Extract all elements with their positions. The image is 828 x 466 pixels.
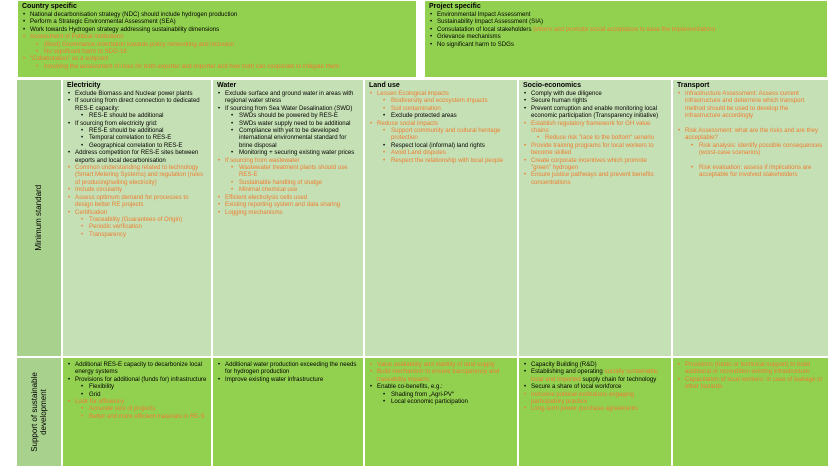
list-item: [67, 120, 207, 127]
list-item: [67, 398, 207, 405]
list-item: [677, 157, 824, 164]
support-transport-list: [677, 361, 824, 391]
list-item: [67, 127, 207, 134]
list-item-text: Capacitation of local workers: in case of leakage or other hazards: [685, 375, 823, 391]
list-item: [369, 97, 513, 104]
list-item: [429, 11, 823, 18]
list-item-text: SWDs water supply need to be additional: [239, 119, 351, 127]
list-item: [67, 194, 207, 209]
list-item-text: Secure human rights: [531, 97, 588, 105]
list-item: [217, 105, 359, 112]
country-specific-title: Country specific: [22, 3, 77, 10]
list-item-text: Accurate size of projects: [89, 405, 156, 413]
minimum-land-use-cell: [365, 80, 517, 356]
list-item-text: Soil contamination: [391, 104, 441, 112]
list-item-text: No significant harm to SDG-16: [44, 48, 127, 56]
list-item-text: Risk analysis: identify possible consequences (worst-case scenarios): [699, 141, 823, 157]
list-item: [67, 149, 207, 164]
list-item-text: Respect the relationship with local people: [391, 156, 504, 164]
support-land-use-cell: [365, 358, 517, 466]
list-item-text: If sourcing from Sea Water Desalination (SWD): [225, 104, 353, 112]
list-item: [369, 398, 513, 405]
list-item-text: Long-term power purchase agreements: [531, 405, 638, 413]
list-item: [369, 383, 513, 390]
list-item-text: Common understanding related to technology (Smart Metering Systems) and regulation (rules of producing/selling electricity): [75, 164, 204, 186]
list-item-text: Shading from „Agri-PV“: [391, 390, 454, 398]
list-item: [523, 90, 667, 97]
list-item: [429, 33, 823, 40]
electricity-title: Electricity: [67, 82, 101, 89]
list-item-text: Support community and cultural heritage protection: [391, 127, 501, 142]
list-item-text: Exclude protected areas: [391, 112, 457, 120]
list-item: [67, 383, 207, 390]
list-item: [217, 120, 359, 127]
country-specific-list: [22, 11, 412, 70]
list-item-text: Existing reporting system and data sharing: [225, 201, 341, 209]
list-item-text: Build mechanism to ensure transparency and traceability impacts: [377, 368, 500, 383]
list-item: [217, 157, 359, 164]
list-item: [67, 405, 207, 412]
list-item: [217, 127, 359, 149]
list-item-text: Local economic participation: [391, 398, 468, 406]
list-item: [677, 142, 824, 157]
list-item: [369, 90, 513, 97]
list-item: [67, 361, 207, 376]
project-specific-box: [424, 0, 828, 78]
minimum-water-cell: [213, 80, 363, 356]
list-item-text: Additional RES-E capacity to decarbonize local energy systems: [75, 361, 203, 376]
list-item-text: Respect local (informal) land rights: [391, 141, 485, 149]
project-specific-list: [429, 11, 823, 48]
list-item: [369, 127, 513, 142]
list-item: [22, 55, 412, 62]
list-item: [523, 405, 667, 412]
list-item: [369, 391, 513, 398]
list-item-text: (inform and promote social acceptance to ease the implementation): [533, 25, 716, 33]
list-item: [369, 368, 513, 383]
list-item: [217, 361, 359, 376]
list-item: [523, 157, 667, 172]
list-item: [677, 361, 824, 376]
list-item: [217, 376, 359, 383]
list-item-text: Assessment of Political institutions: [30, 33, 124, 41]
list-item: [217, 112, 359, 119]
list-item: [217, 149, 359, 156]
list-item: [677, 164, 824, 179]
transport-list: [677, 90, 824, 179]
list-item-text: Certification: [75, 208, 108, 216]
list-item-text: Create corporate incentives which promote "green" hydrogen: [531, 156, 647, 172]
list-item-text: Environmental Impact Assessment: [437, 11, 531, 18]
list-item-text: Reduce risk "race to the bottom" senerio: [545, 134, 654, 142]
list-item: [22, 48, 412, 55]
row-label-support-text: [30, 372, 48, 452]
list-item-text: Improve existing water infrastructure: [225, 375, 324, 383]
list-item-text: Sustainable handling of sludge: [239, 178, 323, 186]
row-label-support-line-1: Support of sustainable: [30, 372, 40, 452]
list-item: [217, 179, 359, 186]
list-item: [369, 142, 513, 149]
list-item-text: Comply with due diligence: [531, 90, 602, 97]
minimum-electricity-cell: [63, 80, 211, 356]
list-item: [67, 391, 207, 398]
list-item: [369, 105, 513, 112]
list-item: [67, 186, 207, 193]
list-item-text: No significant harm to SDGs: [437, 40, 514, 48]
list-item: [22, 26, 412, 33]
list-item-text: Transparency: [89, 230, 127, 238]
list-item-text: Sustainability Impact Assessment (SIA): [437, 18, 544, 26]
list-item: [67, 90, 207, 97]
support-electricity-cell: [63, 358, 211, 466]
list-item: [523, 142, 667, 157]
list-item-text: Traceability (Guarantees of Origin): [89, 215, 183, 223]
list-item: [22, 41, 412, 48]
list-item: [22, 11, 412, 18]
list-item: [523, 368, 667, 383]
list-item-text: Assess optimum demand for processes to design better RE projects: [75, 193, 189, 209]
list-item-text: Provisions (funds or technical support) to build additional or recondition existing infrastructure: [685, 361, 810, 376]
support-transport-cell: [673, 358, 828, 466]
list-item: [369, 157, 513, 164]
list-item-text: Involving the assessment of risks for both exporter and importer and how both can cooperate to mitigate them: [44, 62, 340, 70]
list-item-text: Flexibility: [89, 383, 115, 391]
list-item: [22, 63, 412, 70]
list-item-text: Grid: [89, 390, 101, 398]
list-item-text: Include circularity: [75, 186, 123, 194]
list-item: [67, 223, 207, 230]
list-item-text: "Collaboration" as a subpoint: [30, 55, 109, 63]
country-specific-box: [17, 0, 417, 78]
list-item-text: RES-E should be additional: [89, 112, 164, 120]
list-item: [67, 97, 207, 112]
list-item-text: If sourcing from electricity grid:: [75, 119, 158, 127]
list-item: [523, 105, 667, 120]
list-item: [677, 90, 824, 120]
list-item: [677, 120, 824, 127]
transport-title: Transport: [677, 82, 710, 89]
list-item-text: National decarbonisation strategy (NDC) should include hydrogen production: [30, 11, 238, 18]
socio-economics-title: Socio-economics: [523, 82, 581, 89]
list-item-text: Risk Assessment: what are the risks and are they acceptable?: [685, 127, 819, 142]
list-item-text: Logging mechanisms: [225, 208, 283, 216]
list-item: [523, 383, 667, 390]
list-item: [22, 18, 412, 25]
list-item: [67, 164, 207, 186]
list-item-text: Lessen Ecological impacts: [377, 90, 449, 97]
list-item-text: Exclude Biomass and Nuclear power plants: [75, 90, 193, 97]
list-item-text: Value availability and viability of land supply: [377, 361, 495, 368]
list-item-text: Establishing and operating: [531, 368, 605, 376]
list-item: [523, 134, 667, 141]
list-item-text: Look for efficiency: [75, 398, 125, 406]
list-item-text: Additional water production exceeding the needs for hydrogen production: [225, 361, 357, 376]
list-item: [67, 376, 207, 383]
row-label-minimum-text: Minimum standard: [34, 185, 44, 251]
list-item-text: Risk evaluation: assess if implications are acceptable for involved stakeholders: [699, 164, 812, 179]
list-item-text: Work towards Hydrogen strategy addressing sustainability dimensions: [30, 25, 220, 33]
list-item-text: Address competition for RES-E sites between exports and local decarbonisation: [75, 149, 199, 164]
list-item: [67, 231, 207, 238]
support-water-list: [217, 361, 359, 383]
list-item-text: Capacity Building (R&D): [531, 361, 597, 368]
row-label-minimum-standard: [17, 80, 61, 356]
list-item-text: Exclude surface and ground water in areas with regional water stress: [225, 90, 354, 105]
list-item-text: SWDs should be powered by RES-E: [239, 112, 338, 120]
list-item-text: Wastewater treatment plants should use RES-E: [239, 164, 348, 179]
list-item-text: Grievance mechanisms: [437, 33, 501, 41]
list-item: [67, 216, 207, 223]
project-specific-title: Project specific: [429, 3, 481, 10]
list-item-text: Avoid Land disputes: [391, 149, 446, 157]
list-item: [429, 18, 823, 25]
list-item: [67, 209, 207, 216]
list-item: [217, 164, 359, 179]
list-item-text: Reduce social impacts: [377, 119, 438, 127]
water-list: [217, 90, 359, 216]
electricity-list: [67, 90, 207, 238]
list-item-text: socially sustainable, local and imported: [531, 368, 659, 383]
list-item-text: (Best) Governance orientation towards policy networking and inclusion: [44, 40, 235, 48]
water-title: Water: [217, 82, 237, 89]
list-item-text: Periodic verification: [89, 223, 142, 231]
land-use-title: Land use: [369, 82, 400, 89]
list-item: [369, 361, 513, 368]
row-label-support: [17, 358, 61, 466]
list-item-text: Efficient electrolysis cells used: [225, 193, 308, 201]
support-socio-economics-list: [523, 361, 667, 413]
land-use-list: [369, 90, 513, 164]
list-item: [429, 26, 823, 33]
list-item-text: Ensure justice pathways and prevent benefits concentrations: [531, 171, 654, 186]
list-item: [523, 391, 667, 406]
support-socio-economics-cell: [519, 358, 671, 466]
list-item: [369, 149, 513, 156]
list-item: [523, 171, 667, 186]
list-item-text: Compliance with yet to be developed international environmental standard for brine disposal: [239, 127, 347, 149]
list-item-text: Monitoring + securing existing water prices: [239, 149, 355, 157]
socio-economics-list: [523, 90, 667, 186]
list-item: [523, 120, 667, 135]
list-item: [677, 127, 824, 142]
list-item-text: Establish regulatory framework for GH value chains: [531, 119, 651, 135]
list-item-text: If sourcing from direct connection to dedicated RES-E capacity:: [75, 97, 200, 112]
list-item-text: Geographical correlation to RES-E: [89, 141, 183, 149]
list-item: [429, 41, 823, 48]
list-item-text: Prevent corruption and enable monitoring local economic participation (Transparency initiative): [531, 104, 659, 120]
list-item-text: Perform a Strategic Environmental Assessment (SEA): [30, 18, 176, 26]
list-item-text: supply chain for technology: [582, 375, 657, 383]
list-item-text: Minimal chemical use: [239, 186, 298, 194]
list-item: [677, 376, 824, 391]
list-item: [217, 201, 359, 208]
minimum-transport-cell: [673, 80, 828, 356]
list-item: [217, 194, 359, 201]
support-land-use-list: [369, 361, 513, 405]
list-item-text: Consulatation of local stakeholders: [437, 25, 534, 33]
list-item: [217, 90, 359, 105]
list-item-text: Secure a share of local workforce: [531, 383, 622, 391]
list-item-text: Infrastructure Assessment: Assess current infrastructure and determine which transport method should be used to develop the infrastructure accordingly: [685, 90, 805, 120]
minimum-socio-economics-cell: [519, 80, 671, 356]
list-item-text: Inclusive political institutions engaging participatory practice: [531, 390, 634, 406]
list-item-text: Enable co-benefits, e.g.:: [377, 383, 443, 391]
list-item: [67, 112, 207, 119]
support-electricity-list: [67, 361, 207, 420]
row-label-support-line-2: development: [39, 389, 49, 435]
list-item: [217, 209, 359, 216]
list-item: [67, 413, 207, 420]
support-water-cell: [213, 358, 363, 466]
list-item: [369, 120, 513, 127]
list-item: [67, 134, 207, 141]
list-item: [67, 142, 207, 149]
list-item: [369, 112, 513, 119]
list-item: [523, 97, 667, 104]
list-item-text: Provisions for additional (funds for) infrastructure: [75, 375, 207, 383]
list-item-text: Temporal correlation to RES-E: [89, 134, 172, 142]
list-item-text: Better and more efficient materials in RE-S: [89, 412, 205, 420]
list-item-text: Biodiversity and ecosystem impacts: [391, 97, 488, 105]
list-item: [523, 361, 667, 368]
list-item-text: Provide training programs for local workers to become skilled: [531, 141, 654, 157]
list-item-text: If sourcing from wastewater: [225, 156, 300, 164]
list-item: [22, 33, 412, 40]
list-item: [217, 186, 359, 193]
list-item-text: RES-E should be additional: [89, 127, 164, 135]
